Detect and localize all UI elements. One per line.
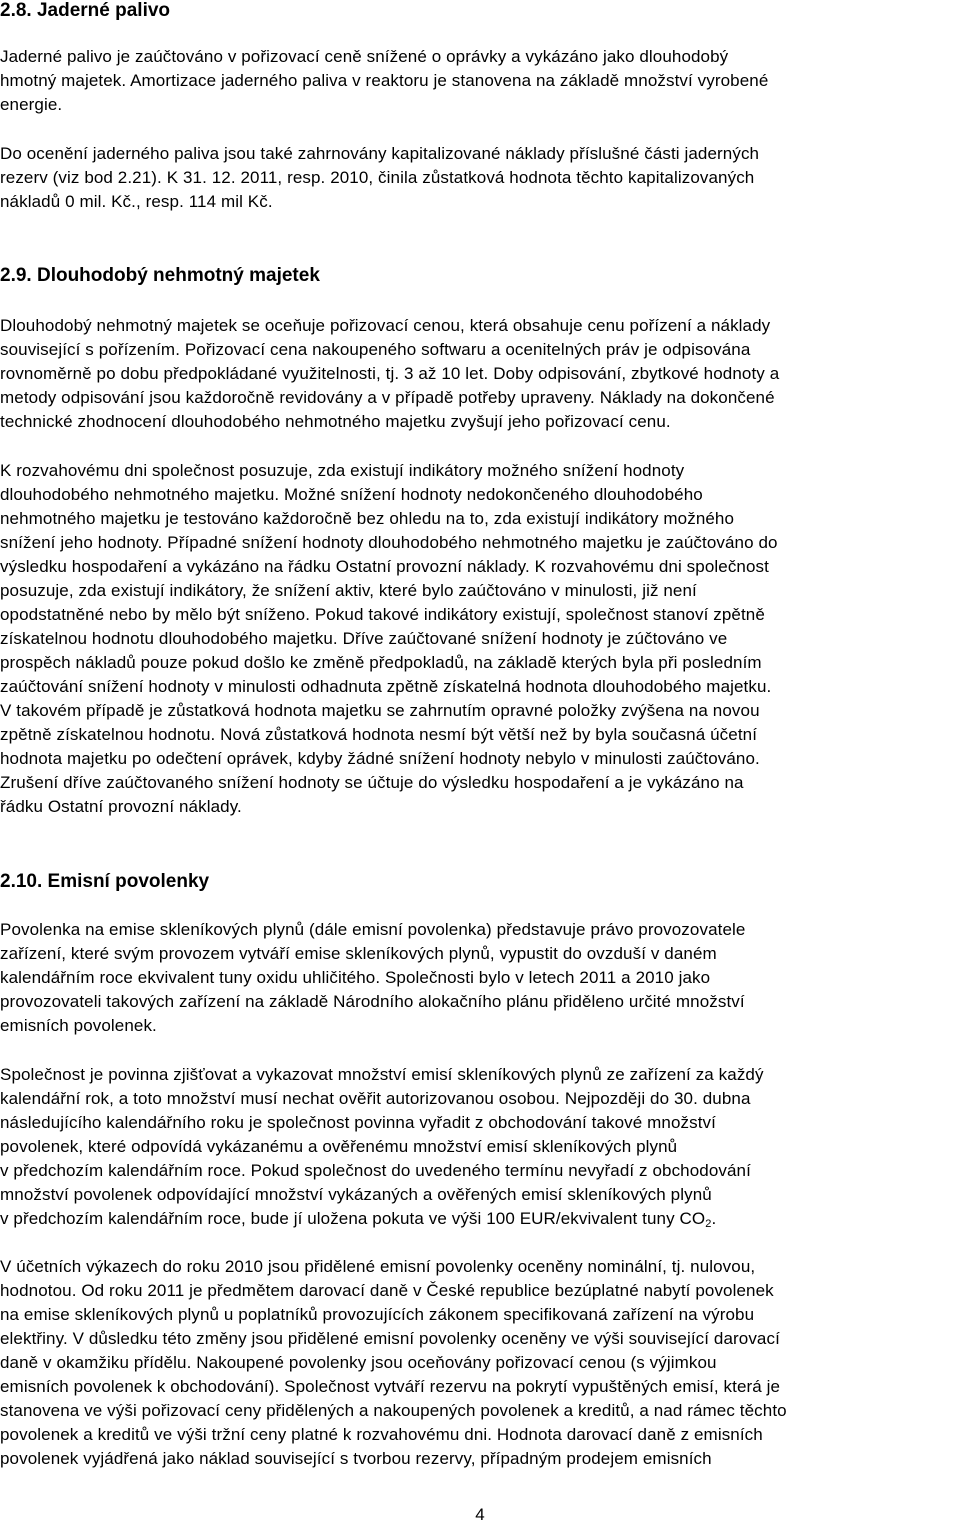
text-line: množství povolenek odpovídající množství vykázaných a ověřených emisí skleníkových plynů [0, 1185, 712, 1204]
co2-subscript: 2 [705, 1218, 712, 1230]
text-line: nákladů 0 mil. Kč., resp. 114 mil Kč. [0, 192, 273, 211]
text-line: metody odpisování jsou každoročně revidovány a v případě potřeby upraveny. Náklady na dokončené [0, 388, 775, 407]
text-line: opodstatněné nebo by mělo být sníženo. Pokud takové indikátory existují, společnost stanoví zpětně [0, 605, 765, 624]
text-line: zpětně získatelnou hodnotu. Nová zůstatková hodnota nesmí být větší než by byla současná účetní [0, 725, 758, 744]
paragraph-2-8-2 [0, 142, 759, 214]
text-line: hodnotou. Od roku 2011 je předmětem darovací daně v České republice bezúplatné nabytí povolenek [0, 1281, 774, 1300]
paragraph-2-10-3 [0, 1255, 787, 1471]
section-heading-2-10: 2.10. Emisní povolenky [0, 871, 210, 892]
text-line: emisních povolenek. [0, 1016, 157, 1035]
text-line: technické zhodnocení dlouhodobého nehmotného majetku zvyšují jeho pořizovací cenu. [0, 412, 671, 431]
text-line: V účetních výkazech do roku 2010 jsou přidělené emisní povolenky oceněny nominální, tj. nulovou, [0, 1257, 756, 1276]
text-line: rezerv (viz bod 2.21). K 31. 12. 2011, resp. 2010, činila zůstatková hodnota těchto kapitalizovaných [0, 168, 755, 187]
text-line: snížení jeho hodnoty. Případné snížení hodnoty dlouhodobého nehmotného majetku je zaúčtováno do [0, 533, 778, 552]
text-line: emisních povolenek k obchodování). Společnost vytváří rezervu na pokrytí vypuštěných emisí, která je [0, 1377, 781, 1396]
text-line: Zrušení dříve zaúčtovaného snížení hodnoty se účtuje do výsledku hospodaření a je vykázáno na [0, 773, 744, 792]
text-line: následujícího kalendářního roku je společnost povinna vyřadit z obchodování takové množství [0, 1113, 716, 1132]
text-line: posuzuje, zda existují indikátory, že snížení aktiv, které bylo zaúčtováno v minulosti, již není [0, 581, 697, 600]
paragraph-2-8-1 [0, 45, 768, 117]
text-line: řádku Ostatní provozní náklady. [0, 797, 242, 816]
text-line: zařízení, které svým provozem vytváří emise skleníkových plynů, vypustit do ovzduší v daném [0, 944, 717, 963]
paragraph-2-9-1 [0, 314, 779, 434]
text-line [0, 1207, 764, 1231]
text-line: V takovém případě je zůstatková hodnota majetku se zahrnutím opravné položky zvýšena na novou [0, 701, 760, 720]
text-line: související s pořízením. Pořizovací cena nakoupeného softwaru a ocenitelných práv je odpisována [0, 340, 751, 359]
text-line: K rozvahovému dni společnost posuzuje, zda existují indikátory možného snížení hodnoty [0, 461, 685, 480]
section-heading-2-8: 2.8. Jaderné palivo [0, 0, 171, 21]
paragraph-2-10-2 [0, 1063, 764, 1231]
text-line: kalendářní rok, a toto množství musí nechat ověřit autorizovanou osobou. Nejpozději do 30. dubna [0, 1089, 751, 1108]
paragraph-2-10-1 [0, 918, 745, 1038]
section-heading-2-9: 2.9. Dlouhodobý nehmotný majetek [0, 265, 320, 286]
text-line: povolenek, které odpovídá vykázanému a ověřenému množství emisí skleníkových plynů [0, 1137, 678, 1156]
text-line: rovnoměrně po dobu předpokládané využitelnosti, tj. 3 až 10 let. Doby odpisování, zbytkové hodnoty a [0, 364, 780, 383]
text-line: Do ocenění jaderného paliva jsou také zahrnovány kapitalizované náklady příslušné části jaderných [0, 144, 760, 163]
page-number: 4 [475, 1505, 485, 1524]
text-line: dlouhodobého nehmotného majetku. Možné snížení hodnoty nedokončeného dlouhodobého [0, 485, 703, 504]
text-line: Společnost je povinna zjišťovat a vykazovat množství emisí skleníkových plynů ze zařízení za každý [0, 1065, 764, 1084]
text-line: zaúčtování snížení hodnoty v minulosti odhadnuta zpětně získatelná hodnota dlouhodobého majetku. [0, 677, 772, 696]
text-line: výsledku hospodaření a vykázáno na řádku Ostatní provozní náklady. K rozvahovému dni společnost [0, 557, 769, 576]
text-line: energie. [0, 95, 63, 114]
text-line: daně v okamžiku přídělu. Nakoupené povolenky jsou oceňovány pořizovací cenou (s výjimkou [0, 1353, 717, 1372]
text-line: nehmotného majetku je testováno každoročně bez ohledu na to, zda existují indikátory možného [0, 509, 735, 528]
text-line: stanovena ve výši pořizovací ceny přidělených a nakoupených povolenek a kreditů, a nad rámec těchto [0, 1401, 787, 1420]
text-fragment: v předchozím kalendářním roce, bude jí uložena pokuta ve výši 100 EUR/ekvivalent tuny CO [0, 1209, 706, 1228]
text-line: v předchozím kalendářním roce. Pokud společnost do uvedeného termínu nevyřadí z obchodování [0, 1161, 751, 1180]
text-line: prospěch nákladů pouze pokud došlo ke změně předpokladů, na základě kterých byla při posledním [0, 653, 762, 672]
text-line: Povolenka na emise skleníkových plynů (dále emisní povolenka) představuje právo provozovatele [0, 920, 746, 939]
text-line: získatelnou hodnotu dlouhodobého majetku. Dříve zaúčtované snížení hodnoty je zúčtováno ve [0, 629, 728, 648]
text-line: Dlouhodobý nehmotný majetek se oceňuje pořizovací cenou, která obsahuje cenu pořízení a náklady [0, 316, 771, 335]
text-line: kalendářním roce ekvivalent tuny oxidu uhličitého. Společnosti bylo v letech 2011 a 2010 jako [0, 968, 711, 987]
text-line: hmotný majetek. Amortizace jaderného paliva v reaktoru je stanovena na základě množství vyrobené [0, 71, 769, 90]
paragraph-2-9-2 [0, 459, 778, 819]
text-line: hodnota majetku po odečtení oprávek, kdyby žádné snížení hodnoty nebylo v minulosti zaúčtováno. [0, 749, 760, 768]
text-line: elektřiny. V důsledku této změny jsou přidělené emisní povolenky oceněny ve výši související darovací [0, 1329, 780, 1348]
text-line: Jaderné palivo je zaúčtováno v pořizovací ceně snížené o oprávky a vykázáno jako dlouhodobý [0, 47, 729, 66]
text-line: na emise skleníkových plynů u poplatníků provozujících zákonem specifikovaná zařízení na výrobu [0, 1305, 755, 1324]
text-line: povolenek vyjádřená jako náklad související s tvorbou rezervy, případným prodejem emisních [0, 1449, 712, 1468]
text-line: provozovateli takových zařízení na základě Národního alokačního plánu přiděleno určité množství [0, 992, 745, 1011]
text-fragment: . [711, 1209, 717, 1228]
text-line: povolenek a kreditů ve výši tržní ceny platné k rozvahovému dni. Hodnota darovací daně z emisních [0, 1425, 763, 1444]
